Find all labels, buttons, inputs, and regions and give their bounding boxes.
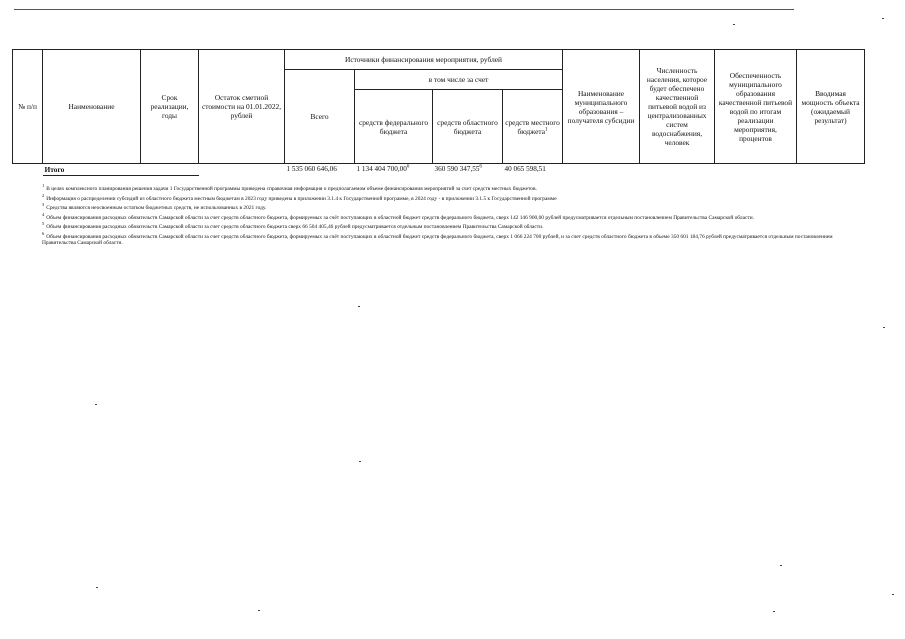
col-local-header: [503, 90, 563, 164]
federal-amount-value: 1 134 404 700,00: [356, 165, 407, 174]
local-amount: 40 065 598,51: [503, 164, 563, 176]
including-group-header: в том числе за счет: [355, 70, 563, 90]
top-border-line: [14, 9, 794, 10]
scan-speck: [883, 327, 885, 328]
footnote-text: Объем финансирования расходных обязательств Самарской области за счет средств областного бюджета, формируемых за счёт поступающих в областной бюджет средств федерального бюджета, сверх 142 146 900,00 рублей предусматривается отдельным постановлением Правительства Самарской области.: [46, 214, 754, 221]
col-balance-header: Остаток сметной стоимости на 01.01.2022, рублей: [199, 50, 285, 164]
footnote: [42, 221, 867, 231]
footnote-mark: 6: [42, 230, 45, 236]
col-total-header: Всего: [285, 70, 355, 164]
financing-table: [12, 49, 865, 176]
scan-speck: [780, 565, 782, 566]
footnote-mark: 3: [42, 202, 45, 208]
footnote: [42, 211, 867, 222]
col-municipality-header: Наименование муниципального образования – получателя субсидии: [563, 50, 640, 164]
regional-amount: [433, 164, 503, 176]
total-amount: 1 535 060 646,06: [285, 164, 355, 176]
total-row: [13, 164, 865, 176]
footnote: [42, 202, 867, 212]
col-local-label: средств местного бюджета: [505, 117, 560, 136]
footnote-text: Объем финансирования расходных обязательств Самарской области за счет средств областного бюджета, формируемых за счёт поступающих в областной бюджет средств федерального бюджета, сверх 1 066 224 700 рублей, и за счет средств областного бюджета в объеме 350 601 184,76 рублей предусматривается отдельным постановлением Правительства Самарской области.: [42, 233, 833, 246]
scan-speck: [358, 306, 360, 307]
sources-group-header: Источники финансирования мероприятия, рублей: [285, 50, 563, 70]
regional-amount-value: 360 590 347,55: [434, 165, 480, 174]
col-federal-header: средств федерального бюджета: [355, 90, 433, 164]
federal-amount: [355, 164, 433, 176]
col-regional-header: средств областного бюджета: [433, 90, 503, 164]
scan-speck: [258, 610, 260, 611]
col-provision-header: Обеспеченность муниципального образования качественной питьевой водой по итогам реализации мероприятия, процентов: [715, 50, 797, 164]
footnote-text: В целях комплексного планирования решения задачи 1 Государственной программы приведена справочная информация о предполагаемом объеме финансирования мероприятий за счет средств местных бюджетов.: [46, 186, 537, 192]
footnote-mark: 2: [42, 192, 45, 198]
col-population-header: Численность населения, которое будет обеспечено качественной питьевой водой из централизованных систем водоснабжения, человек: [640, 50, 715, 164]
footnote-mark: 4: [42, 211, 45, 217]
col-period-header: Срок реализации, годы: [141, 50, 199, 164]
footnote-text: Информация о распределении субсидий из областного бюджета местным бюджетам в 2023 году приведена в приложении 3.1.4 к Государственной программе, в 2024 году - в приложении 3.1.5 к Государственной программе: [46, 195, 557, 202]
footnote: [42, 192, 867, 203]
col-num-header: № п/п: [13, 50, 43, 164]
footnote: [42, 183, 867, 193]
federal-footnote-mark: 6: [406, 164, 410, 170]
scan-speck: [96, 587, 98, 588]
footnote-text: Объем финансирования расходных обязательств Самарской области за счет средств областного бюджета сверх 66 504 405,46 рублей предусматривается отдельным постановлением Правительства Самарской области.: [46, 224, 544, 230]
scan-speck: [733, 24, 735, 25]
footnote-mark: 5: [42, 221, 45, 227]
footnote-mark: 1: [42, 183, 45, 189]
col-name-header: Наименование: [43, 50, 141, 164]
col-local-footnote-mark: 1: [545, 127, 548, 133]
scan-speck: [95, 404, 97, 405]
footnotes: [42, 183, 867, 250]
footnote-text: Средства являются неосвоенным остатком бюджетных средств, не использованных в 2021 году.: [46, 205, 267, 211]
scan-speck: [882, 18, 884, 19]
regional-footnote-mark: 6: [479, 164, 482, 170]
col-capacity-header: Вводимая мощность объекта (ожидаемый результат): [797, 50, 865, 164]
scan-speck: [359, 461, 361, 462]
footnote: [42, 230, 867, 247]
scan-speck: [773, 611, 775, 612]
total-label: Итого: [43, 164, 141, 176]
scan-speck: [892, 594, 894, 595]
